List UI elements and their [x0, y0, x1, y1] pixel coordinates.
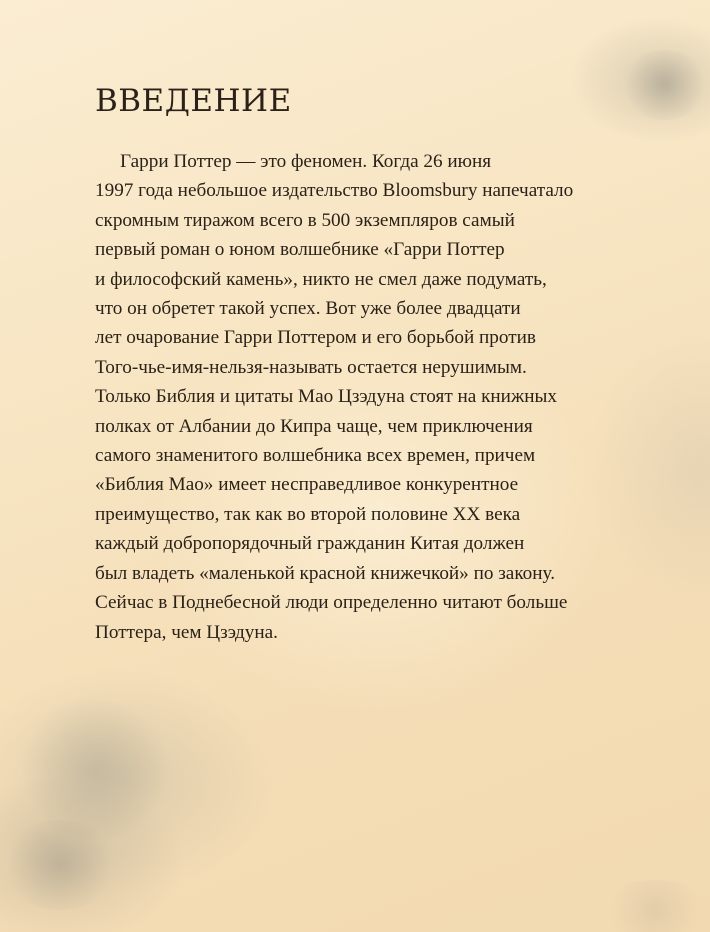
- text-line: Гарри Поттер — это феномен. Когда 26 июня: [120, 151, 492, 172]
- introduction-paragraph: [95, 147, 655, 647]
- text-line: и философский камень», никто не смел даже подумать,: [95, 268, 547, 290]
- chapter-title: ВВЕДЕНИЕ: [95, 83, 292, 119]
- text-line: лет очарование Гарри Поттером и его борьбой против: [95, 327, 536, 349]
- text-line: Сейчас в Поднебесной люди определенно читают больше: [95, 592, 568, 614]
- text-line: Поттера, чем Цзэдуна.: [95, 621, 278, 643]
- text-line: Только Библия и цитаты Мао Цзэдуна стоят на книжных: [95, 386, 557, 408]
- text-line: самого знаменитого волшебника всех времен, причем: [95, 445, 536, 467]
- text-line: первый роман о юном волшебнике «Гарри Поттер: [95, 239, 505, 261]
- text-line: каждый добропорядочный гражданин Китая должен: [95, 533, 525, 555]
- text-line: был владеть «маленькой красной книжечкой» по закону.: [95, 562, 555, 584]
- text-line: 1997 года небольшое издательство Bloomsbury напечатало: [95, 180, 574, 202]
- text-line: преимущество, так как во второй половине XX века: [95, 503, 521, 525]
- text-line: скромным тиражом всего в 500 экземпляров самый: [95, 209, 515, 231]
- paper-stain: [600, 880, 710, 932]
- text-line: «Библия Мао» имеет несправедливое конкурентное: [95, 474, 519, 496]
- text-line: что он обретет такой успех. Вот уже более двадцати: [95, 298, 521, 320]
- paper-stain: [15, 700, 175, 840]
- paper-stain: [0, 820, 120, 910]
- paper-stain: [620, 50, 710, 120]
- text-line: полках от Албании до Кипра чаще, чем приключения: [95, 415, 533, 437]
- text-line: Того-чье-имя-нельзя-называть остается нерушимым.: [95, 356, 527, 378]
